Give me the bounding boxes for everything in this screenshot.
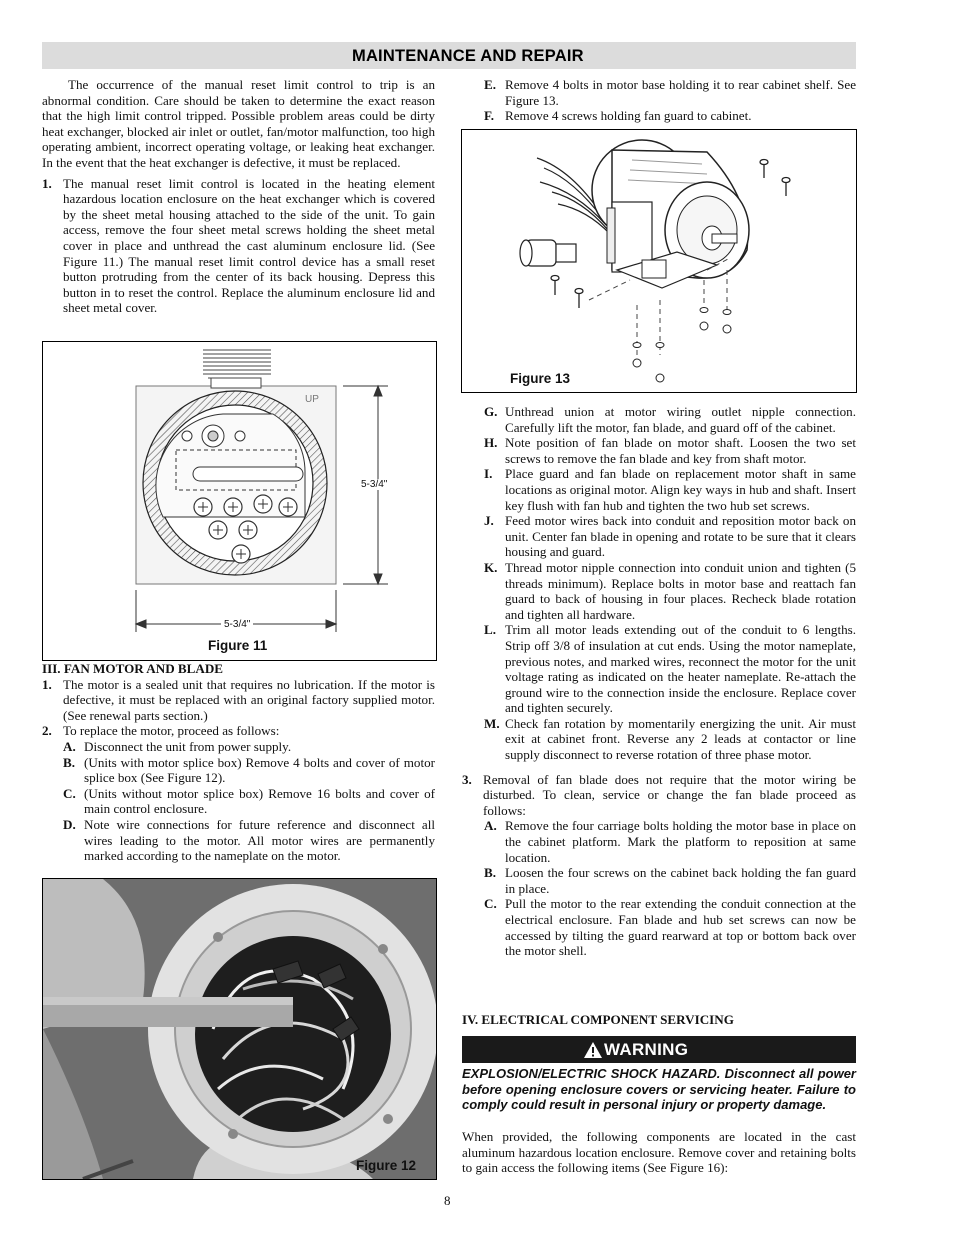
step-text: Loosen the four screws on the cabinet back holding the fan guard in place. bbox=[505, 865, 856, 896]
step-item bbox=[462, 466, 856, 513]
page-number: 8 bbox=[444, 1193, 451, 1208]
step-item bbox=[42, 755, 435, 786]
step-item bbox=[462, 818, 856, 865]
step-text: Feed motor wires back into conduit and reposition motor back on unit. Center fan blade in opening and rotate to be sure that it clears housing and guard. bbox=[505, 513, 856, 560]
motor-exploded-drawing bbox=[462, 130, 856, 392]
figure-13-box bbox=[461, 129, 857, 393]
closing-paragraph: When provided, the following components are located in the cast aluminum hazardous location enclosure. Remove cover and retaining bolts to gain access the following items (See Figure 16): bbox=[462, 1129, 856, 1176]
warning-title: WARNING bbox=[604, 1040, 689, 1059]
warning-triangle-icon bbox=[584, 1042, 602, 1058]
dimension-vertical-label: 5-3/4" bbox=[361, 479, 388, 490]
item-text: Removal of fan blade does not require that the motor wiring be disturbed. To clean, service or change the fan blade proceed as follows: bbox=[483, 771, 856, 818]
step-text: Trim all motor leads extending out of the conduit to 6 lengths. Strip off 3/8 of insulation at cut ends. Using the motor nameplate, previous notes, and marked wires, reconnect the motor for the unit voltage rating as indicated on the heater nameplate. Re-attach the ground wire to the connection inside the enclosure. Replace cover and tighten securely. bbox=[505, 622, 856, 716]
right-column-main bbox=[462, 404, 856, 959]
step-text: Remove 4 bolts in motor base holding it to rear cabinet shelf. See Figure 13. bbox=[505, 77, 856, 108]
step-item bbox=[42, 739, 435, 755]
step-text: Thread motor nipple connection into conduit union and tighten (5 threads minimum). Replace bolts in motor base and reattach fan guard to back of housing in four places. Recheck blade rotation and tighten all hardware. bbox=[505, 559, 856, 622]
closing-paragraph-block bbox=[462, 1129, 856, 1176]
figure-12-caption: Figure 12 bbox=[356, 1158, 417, 1173]
step-text: (Units without motor splice box) Remove 16 bolts and cover of main control enclosure. bbox=[84, 785, 435, 817]
item-number: 3. bbox=[462, 771, 472, 787]
step-text: Note position of fan blade on motor shaft. Loosen the two set screws to remove the fan blade and key from shaft motor. bbox=[505, 435, 856, 466]
section-4-heading: IV. ELECTRICAL COMPONENT SERVICING bbox=[462, 1012, 734, 1027]
step-label: A. bbox=[484, 818, 497, 834]
warning-banner bbox=[462, 1036, 856, 1063]
step-text: Remove 4 screws holding fan guard to cabinet. bbox=[505, 108, 752, 124]
step-label: B. bbox=[63, 754, 76, 770]
step-label: D. bbox=[63, 816, 76, 832]
step-text: (Units with motor splice box) Remove 4 bolts and cover of motor splice box (See Figure 12). bbox=[84, 754, 435, 786]
step-label: F. bbox=[484, 108, 495, 124]
step-item bbox=[462, 435, 856, 466]
step-item bbox=[462, 108, 856, 124]
step-text: Place guard and fan blade on replacement motor shaft in same locations as original motor. Align key ways in hub and shaft. Insert key flush with fan hub and tighten the two hub set screws. bbox=[505, 466, 856, 513]
step-item bbox=[462, 716, 856, 763]
right-column-top bbox=[462, 77, 856, 124]
up-label: UP bbox=[305, 394, 319, 405]
step-item bbox=[42, 786, 435, 817]
item-number: 1. bbox=[42, 676, 52, 692]
left-column bbox=[42, 77, 435, 316]
list-item bbox=[42, 723, 435, 739]
intro-paragraph: The occurrence of the manual reset limit control to trip is an abnormal condition. Care should be taken to determine the exact reason that the high limit control tripped. Possible problem areas could be dirty heat exchanger, blocked air inlet or outlet, fan/motor malfunction, too high operating ambient, incorrect operating voltage, or leaking heat exchanger. In the event that the heat exchanger is defective, it must be replaced. bbox=[42, 77, 435, 170]
section-3-block bbox=[42, 661, 435, 864]
item-text: The manual reset limit control is located in the heating element hazardous location enclosure on the heat exchanger which is covered by the sheet metal housing attached to the side of the unit. To gain access, remove the four sheet metal screws holding the sheet metal cover in place and unthread the cast aluminum enclosure lid. (See Figure 11.) The manual reset limit control device has a small reset button protruding from the center of its back housing. Depress this button in to reset the control. Replace the aluminum enclosure lid and sheet metal cover. bbox=[63, 175, 435, 316]
warning-text: EXPLOSION/ELECTRIC SHOCK HAZARD. Disconnect all power before opening enclosure covers or servicing heater. Failure to comply could result in personal injury or property damage. bbox=[462, 1066, 856, 1112]
step-label: J. bbox=[484, 513, 494, 529]
step-text: Check fan rotation by momentarily energizing the unit. Air must exit at cabinet front. Reverse any 2 leads at contactor or line supply disconnect to reverse rotation of three phase motor. bbox=[505, 715, 856, 763]
list-item bbox=[462, 772, 856, 819]
motor-splice-box-photo bbox=[43, 879, 436, 1179]
step-item bbox=[462, 865, 856, 896]
item-number: 2. bbox=[42, 723, 52, 739]
list-item bbox=[42, 176, 435, 316]
step-item bbox=[462, 560, 856, 622]
limit-control-enclosure-drawing bbox=[43, 342, 436, 660]
step-text: Remove the four carriage bolts holding the motor base in place on the cabinet platform. Mark the platform to reposition at same location. bbox=[505, 818, 856, 865]
step-label: M. bbox=[484, 715, 500, 731]
step-label: E. bbox=[484, 77, 497, 92]
section-header-bar bbox=[42, 42, 856, 69]
item-text: The motor is a sealed unit that requires no lubrication. If the motor is defective, it must be replaced with an original factory supplied motor. (See renewal parts section.) bbox=[63, 676, 435, 723]
list-item bbox=[42, 677, 435, 724]
item-number: 1. bbox=[42, 175, 52, 191]
item-text: To replace the motor, proceed as follows: bbox=[63, 723, 280, 739]
step-text: Note wire connections for future reference and disconnect all wires leading to the motor. All motor wires are permanently marked according to the nameplate on the motor. bbox=[84, 816, 435, 864]
section-3-heading: III. FAN MOTOR AND BLADE bbox=[42, 661, 224, 676]
step-item bbox=[462, 622, 856, 716]
step-label: B. bbox=[484, 865, 497, 881]
step-label: C. bbox=[484, 896, 497, 912]
dimension-horizontal-label: 5-3/4" bbox=[221, 619, 253, 630]
step-item bbox=[462, 404, 856, 435]
step-item bbox=[462, 513, 856, 560]
step-text: Disconnect the unit from power supply. bbox=[84, 738, 292, 754]
step-label: A. bbox=[63, 738, 76, 754]
step-item bbox=[462, 77, 856, 108]
figure-12-box bbox=[42, 878, 437, 1180]
step-label: C. bbox=[63, 785, 76, 801]
step-label: I. bbox=[484, 466, 493, 482]
step-label: G. bbox=[484, 404, 498, 419]
step-label: L. bbox=[484, 622, 497, 638]
step-text: Unthread union at motor wiring outlet nipple connection. Carefully lift the motor, fan blade, and guard off of the cabinet. bbox=[505, 404, 856, 435]
step-label: H. bbox=[484, 435, 498, 451]
figure-11-caption: Figure 11 bbox=[208, 638, 268, 653]
figure-11-box bbox=[42, 341, 437, 661]
step-item bbox=[42, 817, 435, 864]
step-item bbox=[462, 896, 856, 958]
figure-13-caption: Figure 13 bbox=[510, 371, 571, 386]
page-title: MAINTENANCE AND REPAIR bbox=[352, 47, 584, 65]
step-text: Pull the motor to the rear extending the conduit connection at the electrical enclosure. Fan blade and hub set screws can now be accessed by tilting the guard rearward at top or bottom back over the motor shell. bbox=[505, 896, 856, 959]
step-label: K. bbox=[484, 559, 498, 575]
